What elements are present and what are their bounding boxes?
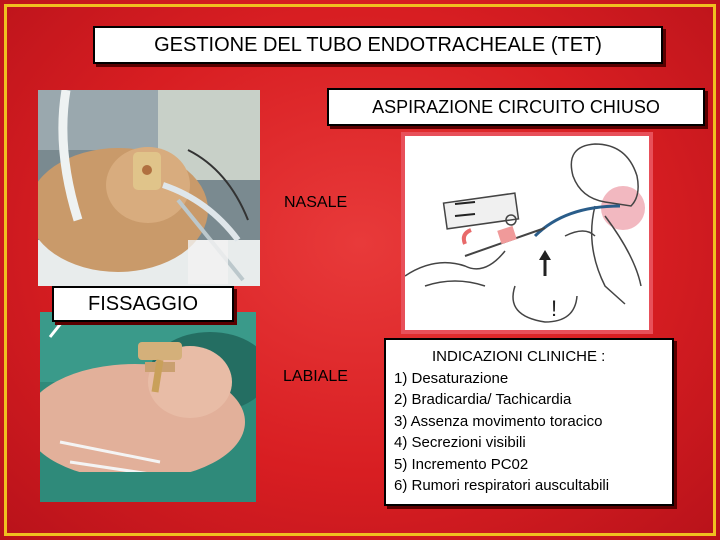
labial-fixation-photo (40, 312, 256, 502)
closed-circuit-label: ASPIRAZIONE CIRCUITO CHIUSO (327, 88, 705, 126)
labial-label: LABIALE (283, 368, 348, 385)
clinical-indications-box (384, 338, 674, 506)
nasal-fixation-photo (38, 90, 260, 286)
indication-item: 1) Desaturazione (394, 369, 509, 387)
indication-item: 4) Secrezioni visibili (394, 434, 526, 451)
indication-item: 6) Rumori respiratori auscultabili (394, 477, 610, 494)
diagram-exclamation-mark: ! (551, 296, 558, 321)
nasal-label: NASALE (284, 194, 348, 211)
fixation-label: FISSAGGIO (52, 286, 234, 322)
slide-title: GESTIONE DEL TUBO ENDOTRACHEALE (TET) (93, 26, 663, 64)
indication-item: 3) Assenza movimento toracico (394, 412, 603, 430)
indication-item: 2) Bradicardia/ Tachicardia (394, 391, 572, 408)
indications-heading: INDICAZIONI CLINICHE : (432, 348, 606, 365)
closed-suction-diagram (401, 132, 653, 334)
indication-item: 5) Incremento PC02 (394, 455, 529, 473)
